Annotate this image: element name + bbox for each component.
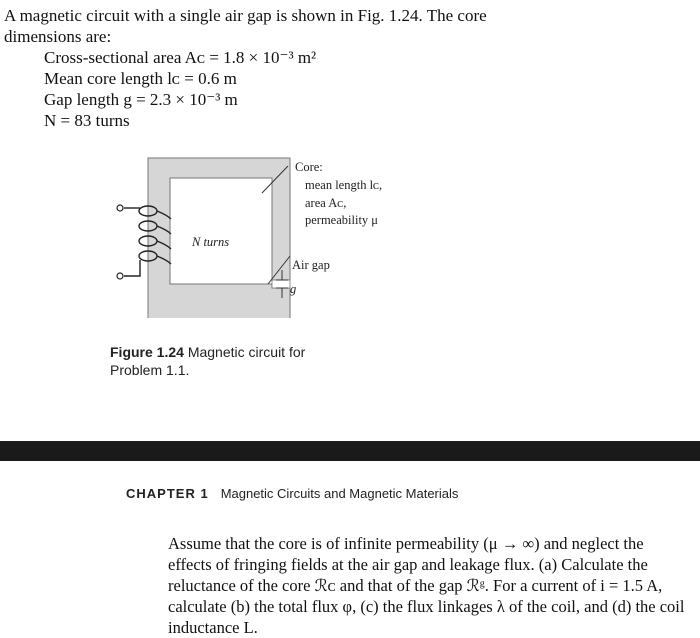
problem-text bbox=[168, 533, 700, 638]
spec-turns: N = 83 turns bbox=[44, 111, 130, 130]
mean-length-label: mean length lᴄ, bbox=[305, 178, 383, 192]
figure-caption bbox=[110, 343, 305, 379]
chapter-header bbox=[126, 486, 458, 501]
caption-figure-number: Figure 1.24 bbox=[110, 344, 184, 360]
terminal-bottom bbox=[117, 273, 123, 279]
spec-gap: Gap length g = 2.3 × 10⁻³ m bbox=[44, 90, 238, 109]
problem-line-4: calculate (b) the total flux φ, (c) the flux linkages λ of the coil, and (d) the coil bbox=[168, 597, 685, 616]
problem-line-5: inductance L. bbox=[168, 618, 258, 637]
area-label: area Aᴄ, bbox=[305, 196, 347, 210]
caption-text-2: Problem 1.1. bbox=[110, 362, 190, 378]
page-divider bbox=[0, 441, 700, 461]
permeability-label: permeability μ bbox=[305, 213, 378, 227]
problem-line-1: Assume that the core is of infinite permeability (μ → ∞) and neglect the bbox=[168, 534, 644, 553]
chapter-title: Magnetic Circuits and Magnetic Materials bbox=[220, 486, 459, 501]
caption-text-1: Magnetic circuit for bbox=[187, 344, 306, 360]
g-label: g bbox=[290, 282, 297, 296]
intro-line-1: A magnetic circuit with a single air gap is shown in Fig. 1.24. The core bbox=[4, 6, 487, 25]
core-label: Core: bbox=[295, 160, 323, 174]
problem-line-3: reluctance of the core ℛᴄ and that of the gap ℛᵍ. For a current of i = 1.5 A, bbox=[168, 576, 663, 595]
air-gap bbox=[272, 280, 290, 288]
problem-line-2: effects of fringing fields at the air gap and leakage flux. (a) Calculate the bbox=[168, 555, 648, 574]
spec-area: Cross-sectional area Aᴄ = 1.8 × 10⁻³ m² bbox=[44, 48, 317, 67]
spec-length: Mean core length lᴄ = 0.6 m bbox=[44, 69, 237, 88]
air-gap-label: Air gap bbox=[292, 258, 330, 272]
chapter-label: CHAPTER 1 bbox=[126, 486, 209, 501]
intro-line-2: dimensions are: bbox=[4, 27, 112, 46]
turns-label: N turns bbox=[192, 235, 230, 249]
terminal-top bbox=[117, 205, 123, 211]
core-diagram bbox=[100, 148, 420, 318]
problem-intro bbox=[4, 5, 487, 131]
magnetic-circuit-figure bbox=[100, 148, 420, 318]
